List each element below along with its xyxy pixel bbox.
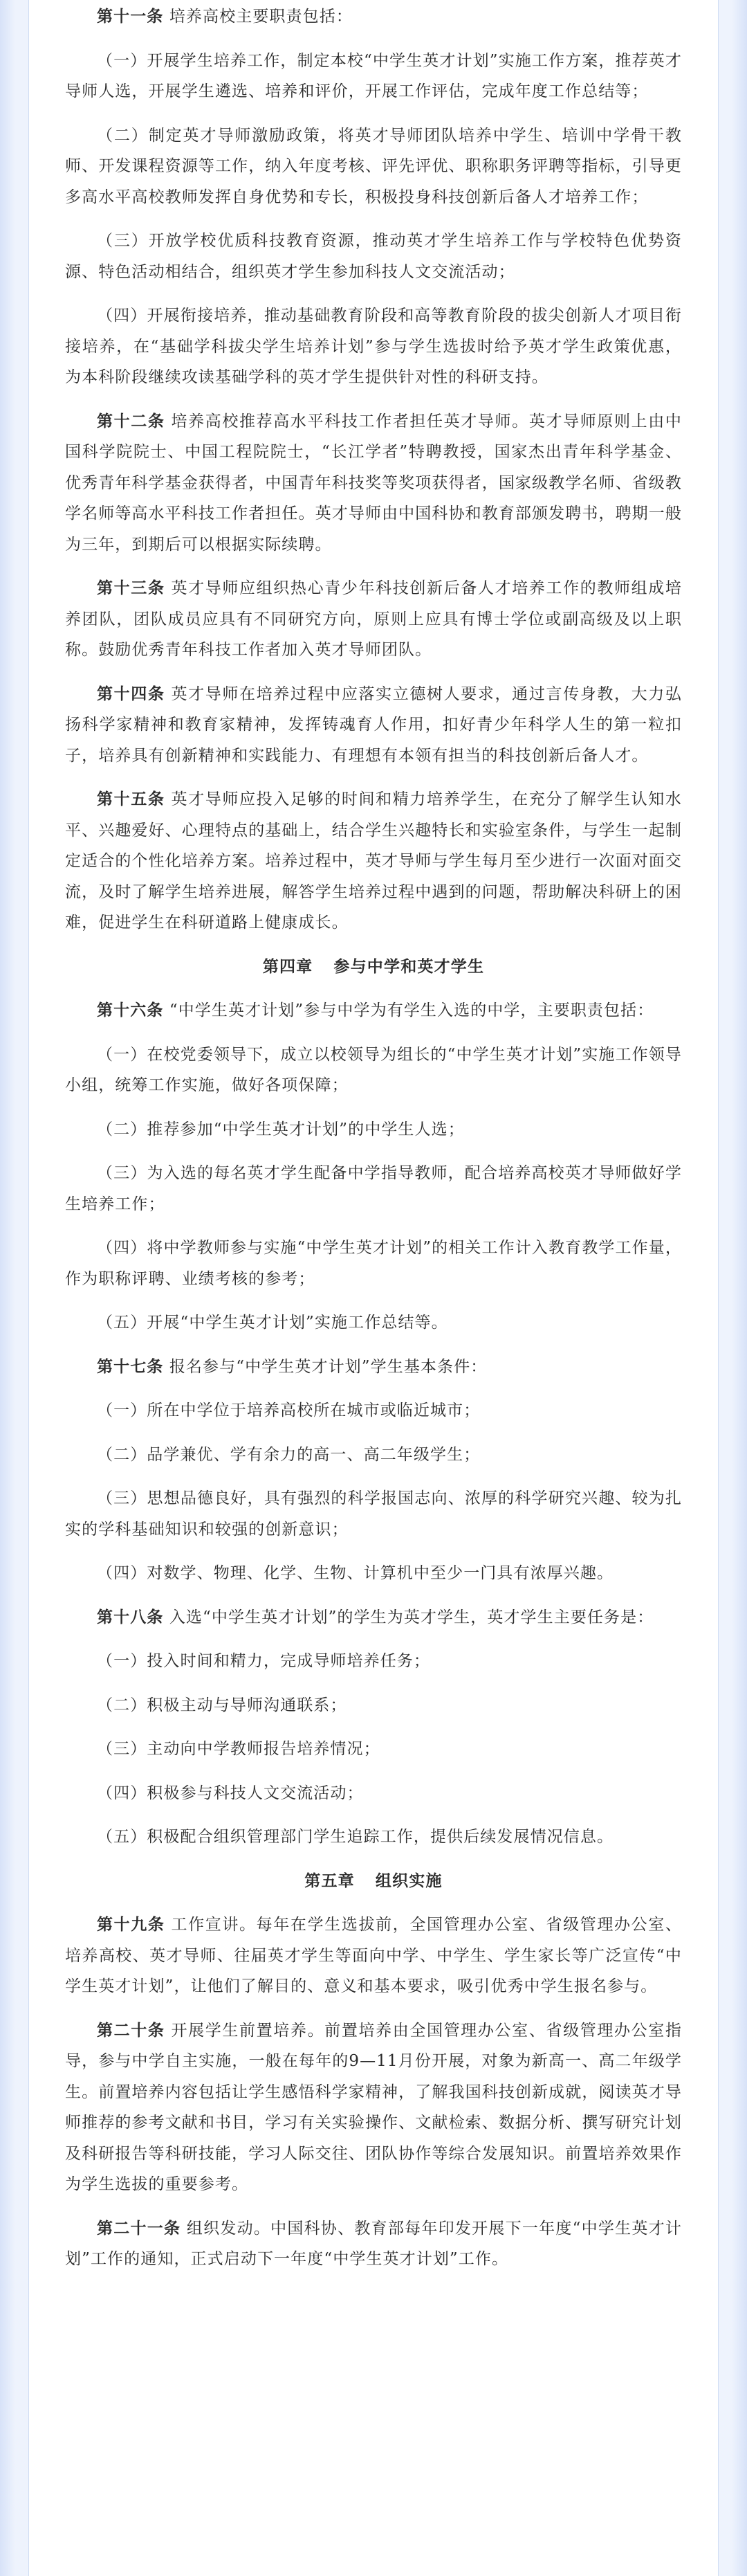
paragraph	[65, 1483, 682, 1545]
paragraph	[65, 784, 682, 938]
article-number: 第十三条	[97, 579, 165, 597]
chapter-title: 参与中学和英才学生	[333, 956, 485, 976]
article-number: 第十八条	[97, 1607, 164, 1626]
chapter-number: 第四章	[262, 956, 313, 976]
paragraph-text: （三）开放学校优质科技教育资源，推动英才学生培养工作与学校特色优势资源、特色活动相结合，组织英才学生参加科技人文交流活动；	[65, 232, 682, 281]
document-body	[29, 0, 718, 2275]
paragraph	[65, 1734, 682, 1765]
paragraph	[65, 1778, 682, 1809]
paragraph	[65, 1558, 682, 1589]
article-number: 第二十一条	[97, 2218, 181, 2238]
paragraph-text: （四）积极参与科技人文交流活动；	[97, 1784, 364, 1802]
paragraph	[65, 995, 682, 1026]
article-number: 第十五条	[97, 790, 165, 808]
paragraph	[65, 1646, 682, 1677]
paragraph-text: （四）对数学、物理、化学、生物、计算机中至少一门具有浓厚兴趣。	[97, 1564, 614, 1582]
paragraph	[65, 2213, 682, 2275]
section-chapter-5	[65, 1910, 682, 2275]
section-chapter-3-continued	[65, 0, 682, 938]
paragraph	[65, 1440, 682, 1471]
paragraph-text: （二）推荐参加“中学生英才计划”的中学生人选；	[97, 1120, 465, 1139]
paragraph-text: 培养高校推荐高水平科技工作者担任英才导师。英才导师原则上由中国科学院院士、中国工程院院士，“长江学者”特聘教授，国家杰出青年科学基金、优秀青年科学基金获得者，中国青年科技奖等奖项获得者，国家级教学名师、省级教学名师等高水平科技工作者担任。英才导师由中国科协和教育部颁发聘书，聘期一般为三年，到期后可以根据实际续聘。	[65, 412, 682, 554]
paragraph	[65, 1910, 682, 2002]
article-number: 第十四条	[97, 684, 165, 703]
paragraph	[65, 300, 682, 393]
paragraph-text: “中学生英才计划”参与中学为有学生入选的中学，主要职责包括：	[163, 1001, 654, 1019]
article-number: 第十九条	[97, 1915, 165, 1934]
section-chapter-4	[65, 995, 682, 1853]
paragraph	[65, 679, 682, 772]
paragraph	[65, 1158, 682, 1219]
paragraph-text: （四）将中学教师参与实施“中学生英才计划”的相关工作计入教育教学工作量，作为职称评聘、业绩考核的参考；	[65, 1239, 682, 1288]
paragraph-text: （三）主动向中学教师报告培养情况；	[97, 1740, 380, 1758]
paragraph	[65, 573, 682, 666]
paragraph	[65, 226, 682, 287]
paragraph	[65, 1307, 682, 1339]
paragraph	[65, 120, 682, 213]
paragraph	[65, 1233, 682, 1294]
paragraph-text: （二）品学兼优、学有余力的高一、高二年级学生；	[97, 1445, 481, 1464]
paragraph	[65, 1352, 682, 1383]
article-number: 第十七条	[97, 1357, 164, 1376]
paragraph	[65, 2015, 682, 2200]
article-number: 第十二条	[97, 411, 165, 430]
paragraph-text: 工作宣讲。每年在学生选拔前，全国管理办公室、省级管理办公室、培养高校、英才导师、往届英才学生等面向中学、中学生、学生家长等广泛宣传“中学生英才计划”，让他们了解目的、意义和基本要求，吸引优秀中学生报名参与。	[65, 1916, 682, 1995]
chapter-title: 组织实施	[375, 1871, 443, 1890]
paragraph	[65, 46, 682, 107]
paragraph-text: 开展学生前置培养。前置培养由全国管理办公室、省级管理办公室指导，参与中学自主实施，一般在每年的9—11月份开展，对象为新高一、高二年级学生。前置培养内容包括让学生感悟科学家精神，了解我国科技创新成就，阅读英才导师推荐的参考文献和书目，学习有关实验操作、文献检索、数据分析、撰写研究计划及科研报告等科研技能，学习人际交往、团队协作等综合发展知识。前置培养效果作为学生选拔的重要参考。	[65, 2021, 682, 2193]
paragraph-text: （二）积极主动与导师沟通联系；	[97, 1696, 347, 1714]
paragraph-text: （四）开展衔接培养，推动基础教育阶段和高等教育阶段的拔尖创新人才项目衔接培养，在“基础学科拔尖学生培养计划”参与学生选拔时给予英才学生政策优惠，为本科阶段继续攻读基础学科的英才学生提供针对性的科研支持。	[65, 307, 682, 386]
paragraph-text: 英才导师应组织热心青少年科技创新后备人才培养工作的教师组成培养团队，团队成员应具有不同研究方向，原则上应具有博士学位或副高级及以上职称。鼓励优秀青年科技工作者加入英才导师团队。	[65, 579, 682, 659]
paragraph	[65, 0, 682, 33]
paragraph	[65, 1395, 682, 1426]
paragraph-text: 报名参与“中学生英才计划”学生基本条件：	[163, 1357, 488, 1376]
chapter-5-heading	[65, 1866, 682, 1897]
paragraph	[65, 1114, 682, 1145]
paragraph-text: 英才导师应投入足够的时间和精力培养学生，在充分了解学生认知水平、兴趣爱好、心理特点的基础上，结合学生兴趣特长和实验室条件，与学生一起制定适合的个性化培养方案。培养过程中，英才导师与学生每月至少进行一次面对面交流，及时了解学生培养进展，解答学生培养过程中遇到的问题，帮助解决科研上的困难，促进学生在科研道路上健康成长。	[65, 790, 682, 932]
paragraph	[65, 406, 682, 561]
paragraph-text: （一）投入时间和精力，完成导师培养任务；	[97, 1652, 430, 1670]
paragraph-text: （五）积极配合组织管理部门学生追踪工作，提供后续发展情况信息。	[97, 1828, 614, 1846]
paragraph	[65, 1690, 682, 1721]
paragraph-text: （三）思想品德良好，具有强烈的科学报国志向、浓厚的科学研究兴趣、较为扎实的学科基础知识和较强的创新意识；	[65, 1489, 682, 1539]
paragraph-text: 组织发动。中国科协、教育部每年印发开展下一年度“中学生英才计划”工作的通知，正式启动下一年度“中学生英才计划”工作。	[65, 2219, 683, 2268]
article-number: 第十六条	[97, 1001, 164, 1019]
paragraph-text: 英才导师在培养过程中应落实立德树人要求，通过言传身教，大力弘扬科学家精神和教育家精神，发挥铸魂育人作用，扣好青少年科学人生的第一粒扣子，培养具有创新精神和实践能力、有理想有本领有担当的科技创新后备人才。	[65, 684, 682, 765]
chapter-4-heading	[65, 952, 682, 983]
paragraph-text: （一）所在中学位于培养高校所在城市或临近城市；	[97, 1402, 481, 1419]
document-page	[29, 0, 718, 2576]
paragraph-text: 入选“中学生英才计划”的学生为英才学生，英才学生主要任务是：	[163, 1608, 654, 1626]
paragraph-text: 培养高校主要职责包括：	[163, 8, 353, 26]
paragraph-text: （三）为入选的每名英才学生配备中学指导教师，配合培养高校英才导师做好学生培养工作；	[65, 1164, 682, 1213]
paragraph	[65, 1822, 682, 1853]
article-number: 第十一条	[97, 7, 164, 26]
paragraph-text: （一）开展学生培养工作，制定本校“中学生英才计划”实施工作方案，推荐英才导师人选，开展学生遴选、培养和评价，开展工作评估，完成年度工作总结等；	[65, 51, 682, 100]
paragraph	[65, 1040, 682, 1101]
paragraph-text: （一）在校党委领导下，成立以校领导为组长的“中学生英才计划”实施工作领导小组，统筹工作实施，做好各项保障；	[65, 1045, 682, 1094]
paragraph-text: （五）开展“中学生英才计划”实施工作总结等。	[97, 1314, 448, 1332]
paragraph-text: （二）制定英才导师激励政策，将英才导师团队培养中学生、培训中学骨干教师、开发课程资源等工作，纳入年度考核、评先评优、职称职务评聘等指标，引导更多高水平高校教师发挥自身优势和专长，积极投身科技创新后备人才培养工作；	[65, 126, 682, 206]
article-number: 第二十条	[97, 2020, 165, 2040]
paragraph	[65, 1602, 682, 1633]
chapter-number: 第五章	[304, 1871, 355, 1890]
